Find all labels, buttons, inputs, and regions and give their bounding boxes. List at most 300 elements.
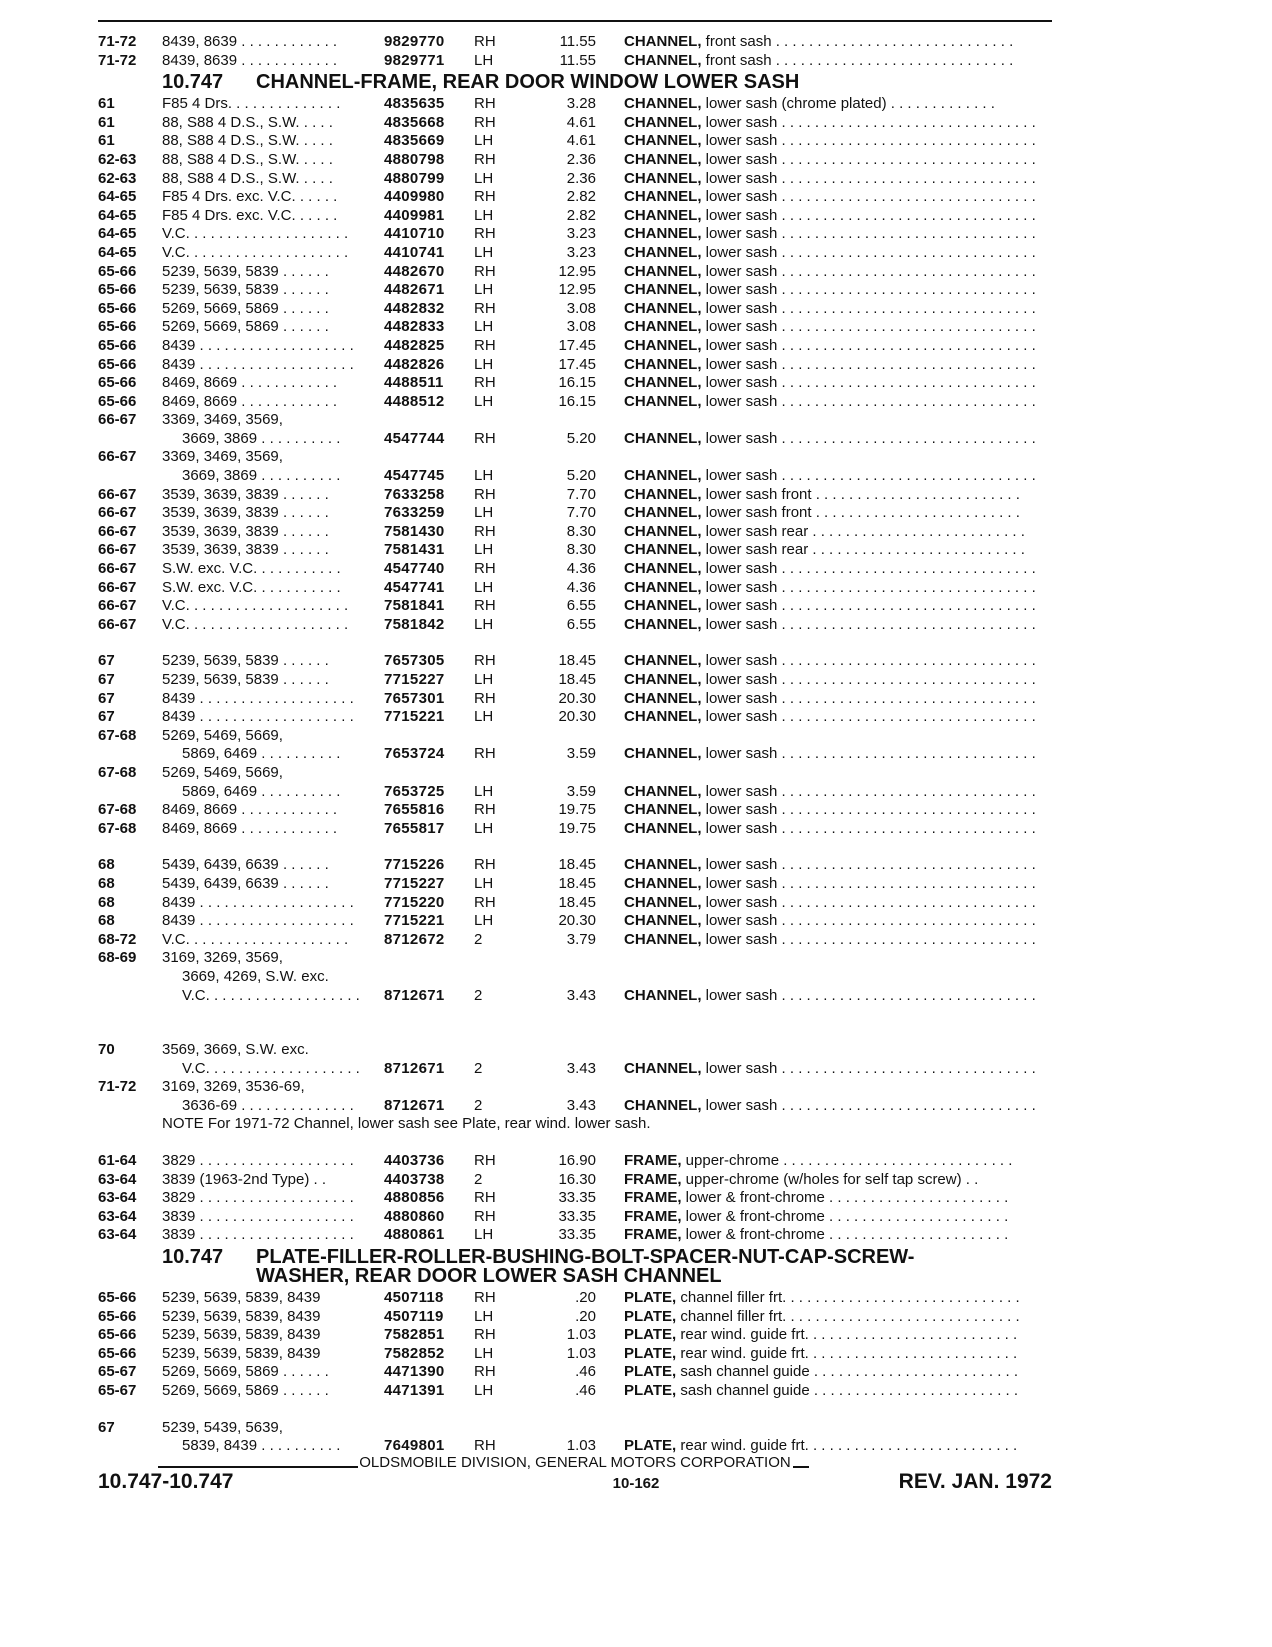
model-years: 67-68 xyxy=(98,801,137,819)
model-codes: 8439 . . . . . . . . . . . . . . . . . . . xyxy=(162,689,354,707)
part-detail: lower sash . . . . . . . . . . . . . . . . . . . . . . . . . . . . . . . xyxy=(705,392,1036,410)
part-number: 7581841 xyxy=(384,597,445,615)
part-row xyxy=(98,1208,1054,1227)
part-row xyxy=(98,281,1054,300)
footer-section-range: 10.747-10.747 xyxy=(98,1470,234,1493)
part-name: PLATE, xyxy=(624,1289,677,1307)
model-years: 63-64 xyxy=(98,1189,137,1207)
part-number: 4880799 xyxy=(384,169,445,187)
model-codes: V.C. . . . . . . . . . . . . . . . . . . . xyxy=(162,225,349,243)
part-detail: lower sash . . . . . . . . . . . . . . . . . . . . . . . . . . . . . . . xyxy=(705,132,1036,150)
part-row xyxy=(98,1437,1054,1456)
model-years: 65-66 xyxy=(98,1289,137,1307)
model-years: 70 xyxy=(98,1041,115,1059)
price: 4.36 xyxy=(566,560,596,578)
model-codes: 3829 . . . . . . . . . . . . . . . . . . . xyxy=(162,1152,354,1170)
part-row xyxy=(98,801,1054,820)
side-or-quantity: 2 xyxy=(474,1059,483,1077)
part-number: 4482833 xyxy=(384,318,445,336)
model-codes: 5239, 5639, 5839, 8439 xyxy=(162,1326,321,1344)
part-description xyxy=(624,856,1054,875)
part-detail: lower sash rear . . . . . . . . . . . . . . . . . . . . . . . . . . xyxy=(705,522,1025,540)
model-codes: 3569, 3669, S.W. exc. xyxy=(162,1041,309,1059)
part-description xyxy=(624,114,1054,133)
price: 3.28 xyxy=(566,95,596,113)
section-number: 10.747 xyxy=(162,1246,224,1269)
model-years: 66-67 xyxy=(98,504,137,522)
part-number: 4507119 xyxy=(384,1307,444,1325)
part-name: PLATE, xyxy=(624,1437,677,1455)
part-name: CHANNEL, xyxy=(624,671,702,688)
part-number: 4880798 xyxy=(384,150,445,168)
price: 12.95 xyxy=(558,281,596,299)
part-number: 4835668 xyxy=(384,113,445,131)
model-codes: 3839 . . . . . . . . . . . . . . . . . . . xyxy=(162,1226,354,1244)
price: 33.35 xyxy=(558,1226,596,1244)
model-codes: 5239, 5639, 5839, 8439 xyxy=(162,1307,321,1325)
model-years: 66-67 xyxy=(98,411,137,429)
row-spacer xyxy=(98,1134,1054,1152)
part-row xyxy=(98,448,1054,467)
side-or-quantity: RH xyxy=(474,856,496,874)
part-description xyxy=(624,1308,1054,1327)
model-years: 65-66 xyxy=(98,262,137,280)
price: 2.82 xyxy=(566,206,596,224)
price: 17.45 xyxy=(558,355,596,373)
part-name: CHANNEL, xyxy=(624,541,702,559)
side-or-quantity: RH xyxy=(474,801,496,819)
part-description xyxy=(624,374,1054,393)
side-or-quantity: LH xyxy=(474,912,494,930)
part-name: CHANNEL, xyxy=(624,485,702,503)
part-name: CHANNEL, xyxy=(624,560,702,578)
part-description xyxy=(624,132,1054,151)
model-years: 65-66 xyxy=(98,281,137,299)
price: 17.45 xyxy=(558,336,596,354)
part-number: 7715221 xyxy=(384,708,445,726)
part-number: 4507118 xyxy=(384,1289,444,1307)
price: 19.75 xyxy=(558,819,596,837)
model-years: 64-65 xyxy=(98,225,137,243)
part-description xyxy=(624,95,1054,114)
price: 2.82 xyxy=(566,188,596,206)
model-years: 67 xyxy=(98,689,115,707)
part-number: 4835635 xyxy=(384,95,445,113)
model-years: 68-69 xyxy=(98,949,137,967)
model-years: 62-63 xyxy=(98,150,137,168)
side-or-quantity: LH xyxy=(474,819,494,837)
part-detail: lower sash . . . . . . . . . . . . . . . . . . . . . . . . . . . . . . . xyxy=(705,874,1036,892)
part-name: CHANNEL, xyxy=(624,132,702,150)
row-spacer xyxy=(98,1005,1054,1023)
price: .46 xyxy=(575,1382,596,1399)
part-description xyxy=(624,281,1054,300)
part-name: CHANNEL, xyxy=(624,912,702,930)
part-detail: lower sash . . . . . . . . . . . . . . . . . . . . . . . . . . . . . . . xyxy=(705,243,1036,261)
price: 16.15 xyxy=(558,374,596,392)
part-detail: lower sash . . . . . . . . . . . . . . . . . . . . . . . . . . . . . . . xyxy=(705,819,1036,837)
part-name: PLATE, xyxy=(624,1326,677,1344)
model-codes: 88, S88 4 D.S., S.W. . . . . xyxy=(162,113,333,131)
model-codes: 5239, 5639, 5839 . . . . . . xyxy=(162,652,329,670)
model-years: 64-65 xyxy=(98,243,137,261)
model-codes: 5269, 5469, 5669, xyxy=(162,726,283,744)
price: 3.08 xyxy=(566,318,596,336)
part-row xyxy=(98,1189,1054,1208)
model-years: 61 xyxy=(98,113,115,131)
model-years: 71-72 xyxy=(98,1078,137,1096)
price: 20.30 xyxy=(558,689,596,707)
part-detail: lower sash (chrome plated) . . . . . . . . . . . . . xyxy=(705,95,995,113)
model-codes: 5239, 5639, 5839 . . . . . . xyxy=(162,281,329,299)
side-or-quantity: RH xyxy=(474,429,496,447)
part-name: CHANNEL, xyxy=(624,745,702,763)
part-name: FRAME, xyxy=(624,1207,682,1225)
part-name: CHANNEL, xyxy=(624,113,702,131)
part-description xyxy=(624,652,1054,671)
part-detail: lower sash . . . . . . . . . . . . . . . . . . . . . . . . . . . . . . . xyxy=(705,1096,1036,1114)
model-years: 65-66 xyxy=(98,1307,137,1325)
part-row xyxy=(98,244,1054,263)
part-description xyxy=(624,875,1054,894)
side-or-quantity: LH xyxy=(474,874,494,892)
side-or-quantity: RH xyxy=(474,374,496,392)
side-or-quantity: LH xyxy=(474,51,494,69)
price: .20 xyxy=(575,1289,596,1307)
part-row xyxy=(98,560,1054,579)
model-years: 65-67 xyxy=(98,1363,137,1381)
model-codes: V.C. . . . . . . . . . . . . . . . . . . . xyxy=(162,597,349,615)
side-or-quantity: 2 xyxy=(474,986,483,1004)
part-description xyxy=(624,170,1054,189)
part-row xyxy=(98,504,1054,523)
part-detail: channel filler frt. . . . . . . . . . . . . . . . . . . . . . . . . . . . . xyxy=(680,1289,1020,1307)
footer-revision: REV. JAN. 1972 xyxy=(898,1470,1052,1493)
part-row xyxy=(98,671,1054,690)
part-detail: lower sash . . . . . . . . . . . . . . . . . . . . . . . . . . . . . . . xyxy=(705,1059,1036,1077)
model-codes-continued: 3669, 3869 . . . . . . . . . . xyxy=(182,429,341,447)
part-number: 7653724 xyxy=(384,745,445,763)
side-or-quantity: RH xyxy=(474,225,496,243)
row-spacer xyxy=(98,1401,1054,1419)
model-codes-continued: 5869, 6469 . . . . . . . . . . xyxy=(182,745,341,763)
top-rule xyxy=(98,20,1052,22)
model-years: 68 xyxy=(98,856,115,874)
part-row xyxy=(98,1152,1054,1171)
price: 16.30 xyxy=(558,1170,596,1188)
side-or-quantity: 2 xyxy=(474,1096,483,1114)
part-name: FRAME, xyxy=(624,1189,682,1207)
model-years: 66-67 xyxy=(98,560,137,578)
part-detail: lower sash . . . . . . . . . . . . . . . . . . . . . . . . . . . . . . . xyxy=(705,689,1036,707)
model-codes: 5239, 5639, 5839 . . . . . . xyxy=(162,671,329,688)
model-codes: V.C. . . . . . . . . . . . . . . . . . . . xyxy=(162,615,349,633)
price: .20 xyxy=(575,1307,596,1325)
part-number: 4410710 xyxy=(384,225,445,243)
part-detail: rear wind. guide frt. . . . . . . . . . . . . . . . . . . . . . . . . . xyxy=(680,1326,1018,1344)
side-or-quantity: RH xyxy=(474,262,496,280)
part-detail: upper-chrome (w/holes for self tap screw) . . xyxy=(685,1170,979,1188)
part-row xyxy=(98,820,1054,839)
model-codes: 5239, 5639, 5839, 8439 xyxy=(162,1289,321,1307)
section-title: PLATE-FILLER-ROLLER-BUSHING-BOLT-SPACER-NUT-CAP-SCREW- xyxy=(256,1246,915,1269)
part-name: CHANNEL, xyxy=(624,874,702,892)
part-detail: lower & front-chrome . . . . . . . . . . . . . . . . . . . . . . xyxy=(685,1189,1009,1207)
part-description xyxy=(624,1437,1054,1456)
side-or-quantity: RH xyxy=(474,652,496,670)
part-description xyxy=(624,1345,1054,1364)
part-name: CHANNEL, xyxy=(624,429,702,447)
side-or-quantity: RH xyxy=(474,1152,496,1170)
part-number: 4471390 xyxy=(384,1363,445,1381)
model-codes: 8439 . . . . . . . . . . . . . . . . . . . xyxy=(162,893,354,911)
model-codes: 3539, 3639, 3839 . . . . . . xyxy=(162,522,329,540)
price: 4.61 xyxy=(566,132,596,150)
part-name: CHANNEL, xyxy=(624,392,702,410)
part-row xyxy=(98,151,1054,170)
part-description xyxy=(624,52,1054,71)
side-or-quantity: RH xyxy=(474,150,496,168)
part-row xyxy=(98,95,1054,114)
part-row xyxy=(98,486,1054,505)
price: 3.59 xyxy=(566,745,596,763)
model-codes: 3169, 3269, 3569, xyxy=(162,949,283,967)
part-detail: lower sash . . . . . . . . . . . . . . . . . . . . . . . . . . . . . . . xyxy=(705,262,1036,280)
model-years: 71-72 xyxy=(98,51,137,69)
price: 11.55 xyxy=(559,33,596,50)
part-description xyxy=(624,745,1054,764)
side-or-quantity: LH xyxy=(474,206,494,224)
model-years: 65-66 xyxy=(98,1326,137,1344)
model-codes: 8469, 8669 . . . . . . . . . . . . xyxy=(162,374,338,392)
price: 3.79 xyxy=(566,930,596,948)
part-row xyxy=(98,1363,1054,1382)
part-description xyxy=(624,244,1054,263)
model-years: 66-67 xyxy=(98,448,137,466)
part-detail: lower sash . . . . . . . . . . . . . . . . . . . . . . . . . . . . . . . xyxy=(705,597,1036,615)
model-years: 63-64 xyxy=(98,1207,137,1225)
model-codes: 8439 . . . . . . . . . . . . . . . . . . . xyxy=(162,336,354,354)
price: 18.45 xyxy=(558,856,596,874)
part-description xyxy=(624,33,1054,52)
model-codes-continued: 5839, 8439 . . . . . . . . . . xyxy=(182,1437,341,1455)
part-description xyxy=(624,931,1054,950)
part-detail: lower sash rear . . . . . . . . . . . . . . . . . . . . . . . . . . xyxy=(705,541,1025,559)
part-detail: lower sash . . . . . . . . . . . . . . . . . . . . . . . . . . . . . . . xyxy=(705,912,1036,930)
part-row xyxy=(98,894,1054,913)
part-row xyxy=(98,579,1054,598)
part-row xyxy=(98,856,1054,875)
part-number: 7715226 xyxy=(384,856,445,874)
part-description xyxy=(624,337,1054,356)
side-or-quantity: LH xyxy=(474,782,494,800)
side-or-quantity: RH xyxy=(474,522,496,540)
part-description xyxy=(624,1289,1054,1308)
model-codes: 5269, 5469, 5669, xyxy=(162,763,283,781)
part-number: 4488512 xyxy=(384,392,445,410)
part-description xyxy=(624,300,1054,319)
price: 18.45 xyxy=(558,874,596,892)
part-name: CHANNEL, xyxy=(624,689,702,707)
model-years: 65-66 xyxy=(98,374,137,392)
model-years: 65-67 xyxy=(98,1382,137,1399)
part-number: 7715227 xyxy=(384,671,445,688)
part-number: 7581431 xyxy=(384,541,445,559)
model-codes: 3369, 3469, 3569, xyxy=(162,448,283,466)
part-number: 4403738 xyxy=(384,1170,445,1188)
part-name: CHANNEL, xyxy=(624,281,702,299)
side-or-quantity: RH xyxy=(474,1207,496,1225)
part-description xyxy=(624,1326,1054,1345)
part-detail: lower sash . . . . . . . . . . . . . . . . . . . . . . . . . . . . . . . xyxy=(705,374,1036,392)
part-row xyxy=(98,727,1054,746)
part-name: CHANNEL, xyxy=(624,504,702,522)
part-description xyxy=(624,560,1054,579)
model-codes-continued: 3636-69 . . . . . . . . . . . . . . xyxy=(182,1096,354,1114)
model-codes: 8469, 8669 . . . . . . . . . . . . xyxy=(162,801,338,819)
part-row xyxy=(98,33,1054,52)
model-codes: V.C. . . . . . . . . . . . . . . . . . . . xyxy=(162,243,349,261)
part-number: 8712671 xyxy=(384,1059,445,1077)
price: 8.30 xyxy=(566,541,596,559)
part-detail: lower sash . . . . . . . . . . . . . . . . . . . . . . . . . . . . . . . xyxy=(705,355,1036,373)
side-or-quantity: LH xyxy=(474,318,494,336)
side-or-quantity: RH xyxy=(474,95,496,113)
price: 6.55 xyxy=(566,615,596,633)
side-or-quantity: LH xyxy=(474,504,494,522)
part-name: CHANNEL, xyxy=(624,225,702,243)
model-codes: 8439 . . . . . . . . . . . . . . . . . . . xyxy=(162,708,354,726)
model-years: 67-68 xyxy=(98,763,137,781)
model-years: 66-67 xyxy=(98,597,137,615)
price: 4.61 xyxy=(566,113,596,131)
part-number: 4471391 xyxy=(384,1382,445,1399)
side-or-quantity: RH xyxy=(474,560,496,578)
part-detail: lower sash . . . . . . . . . . . . . . . . . . . . . . . . . . . . . . . xyxy=(705,225,1036,243)
model-codes: 5269, 5669, 5869 . . . . . . xyxy=(162,318,329,336)
model-years: 68 xyxy=(98,893,115,911)
part-description xyxy=(624,1097,1054,1116)
side-or-quantity: RH xyxy=(474,1363,496,1381)
part-detail: rear wind. guide frt. . . . . . . . . . . . . . . . . . . . . . . . . . xyxy=(680,1437,1018,1455)
model-codes-continued: 5869, 6469 . . . . . . . . . . xyxy=(182,782,341,800)
side-or-quantity: RH xyxy=(474,485,496,503)
part-detail: lower sash . . . . . . . . . . . . . . . . . . . . . . . . . . . . . . . xyxy=(705,578,1036,596)
part-number: 4482825 xyxy=(384,336,445,354)
side-or-quantity: RH xyxy=(474,1326,496,1344)
section-heading xyxy=(98,1245,1054,1289)
part-number: 8712671 xyxy=(384,986,445,1004)
part-name: FRAME, xyxy=(624,1226,682,1244)
part-row xyxy=(98,170,1054,189)
part-name: CHANNEL, xyxy=(624,150,702,168)
part-name: CHANNEL, xyxy=(624,578,702,596)
part-row xyxy=(98,318,1054,337)
part-number: 4880861 xyxy=(384,1226,445,1244)
part-number: 4482671 xyxy=(384,281,445,299)
part-number: 4482826 xyxy=(384,355,445,373)
model-codes: 5239, 5639, 5839, 8439 xyxy=(162,1344,321,1362)
price: 11.55 xyxy=(559,51,596,69)
model-years: 65-66 xyxy=(98,392,137,410)
part-description xyxy=(624,820,1054,839)
part-description xyxy=(624,801,1054,820)
price: 16.90 xyxy=(558,1152,596,1170)
part-row xyxy=(98,300,1054,319)
part-name: CHANNEL, xyxy=(624,262,702,280)
part-name: CHANNEL, xyxy=(624,299,702,317)
part-row xyxy=(98,225,1054,244)
part-name: CHANNEL, xyxy=(624,819,702,837)
part-number: 7657301 xyxy=(384,689,445,707)
part-row xyxy=(98,1226,1054,1245)
price: 18.45 xyxy=(558,893,596,911)
part-row xyxy=(98,690,1054,709)
model-years: 61-64 xyxy=(98,1152,137,1170)
side-or-quantity: LH xyxy=(474,132,494,150)
model-years: 65-66 xyxy=(98,355,137,373)
side-or-quantity: RH xyxy=(474,1189,496,1207)
part-detail: lower sash . . . . . . . . . . . . . . . . . . . . . . . . . . . . . . . xyxy=(705,150,1036,168)
part-detail: lower sash . . . . . . . . . . . . . . . . . . . . . . . . . . . . . . . xyxy=(705,169,1036,187)
model-years: 61 xyxy=(98,95,115,113)
part-name: CHANNEL, xyxy=(624,782,702,800)
price: 33.35 xyxy=(558,1207,596,1225)
model-codes-continued: V.C. . . . . . . . . . . . . . . . . . . xyxy=(182,1059,360,1077)
side-or-quantity: LH xyxy=(474,169,494,187)
part-description xyxy=(624,225,1054,244)
model-codes: 88, S88 4 D.S., S.W. . . . . xyxy=(162,132,333,150)
part-row xyxy=(98,968,1054,987)
part-row xyxy=(98,1382,1054,1401)
model-codes: V.C. . . . . . . . . . . . . . . . . . . . xyxy=(162,930,349,948)
price: 33.35 xyxy=(558,1189,596,1207)
part-row xyxy=(98,764,1054,783)
model-codes: 3539, 3639, 3839 . . . . . . xyxy=(162,485,329,503)
part-row xyxy=(98,1326,1054,1345)
side-or-quantity: LH xyxy=(474,355,494,373)
side-or-quantity: LH xyxy=(474,392,494,410)
model-years: 68 xyxy=(98,912,115,930)
part-row xyxy=(98,393,1054,412)
price: 7.70 xyxy=(566,485,596,503)
part-detail: sash channel guide . . . . . . . . . . . . . . . . . . . . . . . . . xyxy=(680,1363,1019,1381)
model-codes: 8439 . . . . . . . . . . . . . . . . . . . xyxy=(162,912,354,930)
part-number: 4409980 xyxy=(384,188,445,206)
part-detail: lower sash . . . . . . . . . . . . . . . . . . . . . . . . . . . . . . . xyxy=(705,188,1036,206)
part-number: 4880856 xyxy=(384,1189,445,1207)
price: 2.36 xyxy=(566,169,596,187)
part-row xyxy=(98,949,1054,968)
part-row xyxy=(98,652,1054,671)
model-years: 65-66 xyxy=(98,1344,137,1362)
part-description xyxy=(624,1171,1054,1190)
part-description xyxy=(624,671,1054,690)
part-detail: lower sash . . . . . . . . . . . . . . . . . . . . . . . . . . . . . . . xyxy=(705,893,1036,911)
model-years: 66-67 xyxy=(98,578,137,596)
model-codes: 3839 . . . . . . . . . . . . . . . . . . . xyxy=(162,1207,354,1225)
part-description xyxy=(624,430,1054,449)
price: 19.75 xyxy=(558,801,596,819)
part-name: PLATE, xyxy=(624,1307,677,1325)
price: 1.03 xyxy=(566,1344,596,1362)
price: 7.70 xyxy=(566,504,596,522)
part-number: 4409981 xyxy=(384,206,445,224)
part-detail: sash channel guide . . . . . . . . . . . . . . . . . . . . . . . . . xyxy=(680,1382,1019,1399)
part-detail: lower sash . . . . . . . . . . . . . . . . . . . . . . . . . . . . . . . xyxy=(705,318,1036,336)
side-or-quantity: LH xyxy=(474,243,494,261)
part-row xyxy=(98,1078,1054,1097)
